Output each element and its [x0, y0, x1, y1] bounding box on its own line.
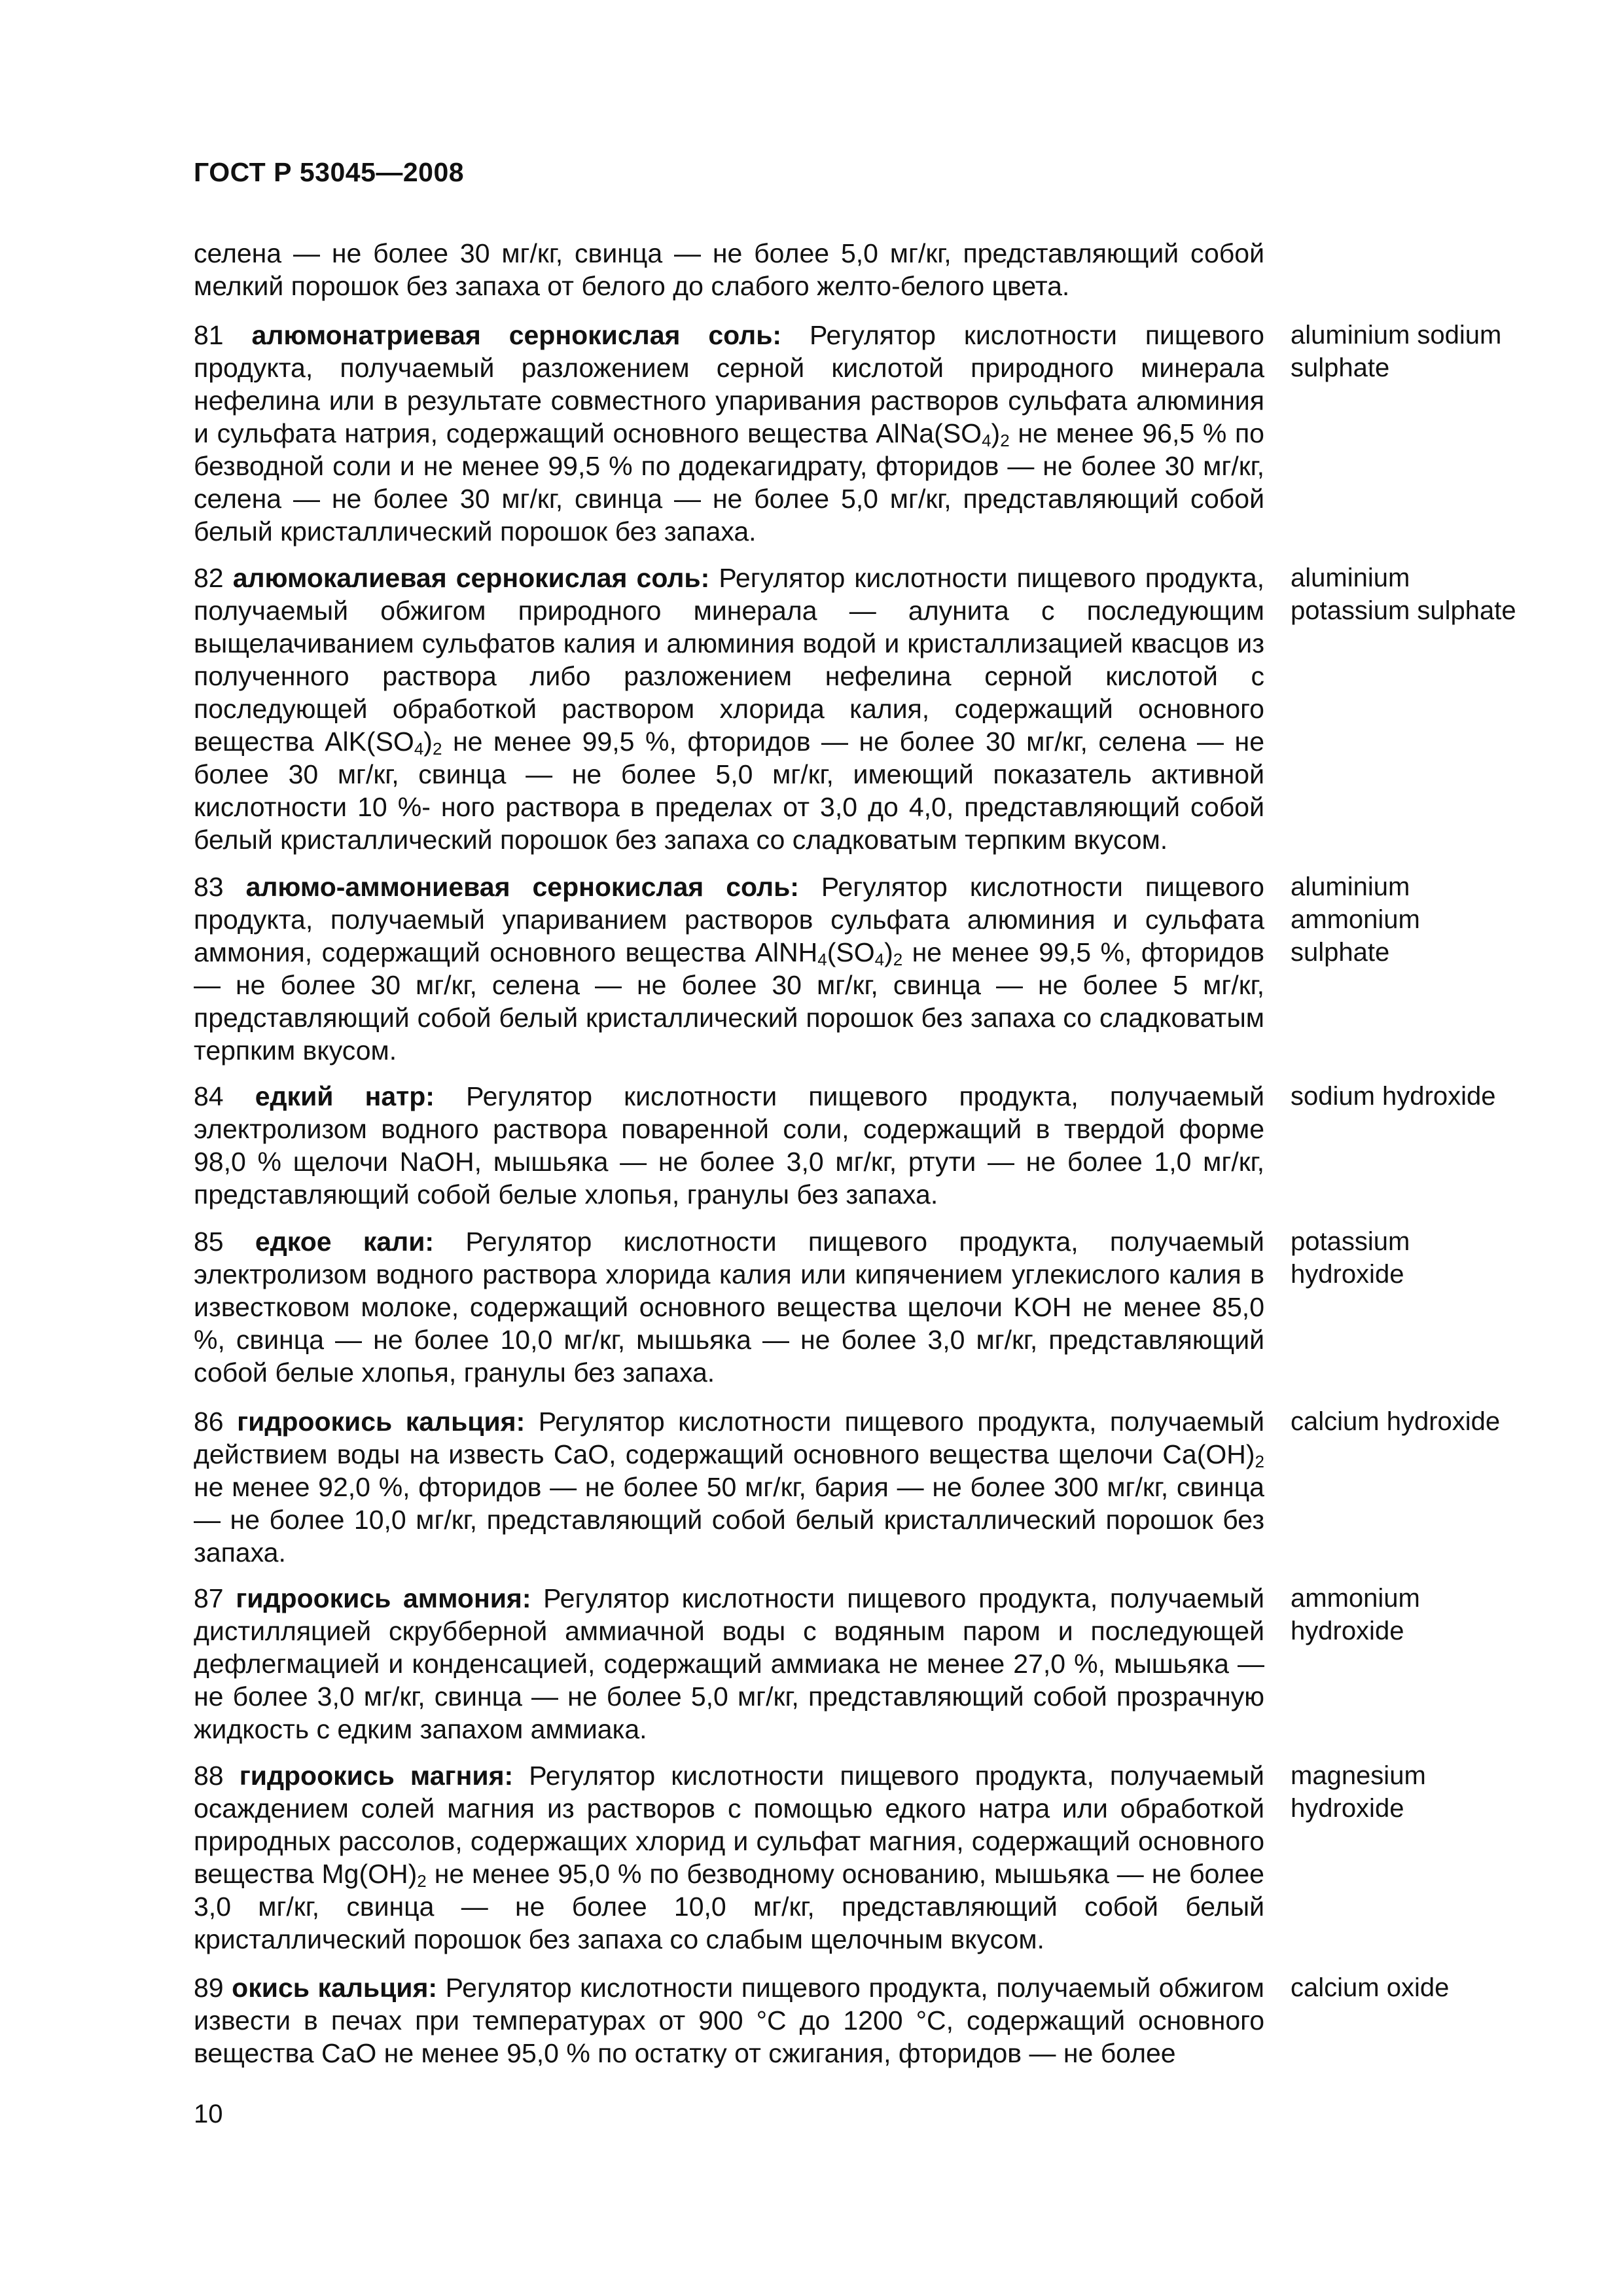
entry-text: [194, 319, 1264, 548]
subscript: 2: [432, 739, 442, 759]
entry-text: [194, 1080, 1264, 1211]
english-equivalent: aluminium sodium sulphate: [1291, 321, 1502, 382]
entry-number: 89: [194, 1973, 224, 2003]
entry-description: Регулятор кислотности пищевого продукта, получаемый разложением серной кислотой природного минерала нефелина или в результате совместного упаривания растворов сульфата алюминия и сульфата натрия, содержащий основного вещества AlNa(SO: [194, 320, 1264, 448]
entry-description: Регулятор кислотности пищевого продукта, получаемый электролизом водного раствора поваренной соли, содержащий в твердой форме 98,0 % щелочи NaOH, мышьяка — не более 3,0 мг/кг, ртути — не более 1,0 мг/кг, представляющий собой белые хлопья, гранулы без запаха.: [194, 1081, 1264, 1210]
entry-description-cont: ): [423, 726, 433, 757]
entry-description: Регулятор кислотности пищевого продукта, получаемый действием воды на известь CaO, содержащий основного вещества щелочи Ca(OH): [194, 1407, 1264, 1469]
entry-text: [194, 870, 1264, 1067]
entry-term: гидроокись аммония:: [236, 1583, 531, 1613]
entry-85: [194, 1225, 1503, 1389]
continued-paragraph: селена — не более 30 мг/кг, свинца — не более 5,0 мг/кг, представляющий собой мелкий порошок без запаха от белого до слабого желто-белого цвета.: [194, 238, 1264, 301]
entry-number: 87: [194, 1583, 224, 1613]
entry-text: [194, 1971, 1264, 2070]
entry-number: 88: [194, 1761, 224, 1791]
entry-description-cont: ): [991, 418, 1001, 448]
entry-86: [194, 1405, 1503, 1569]
entry-description: Регулятор кислотности пищевого продукта, получаемый дистилляцией скрубберной аммиачной воды с водяным паром и последующей дефлегмацией и конденсацией, содержащий аммиака не менее 27,0 %, мышьяка — не более 3,0 мг/кг, свинца — не более 5,0 мг/кг, представляющий собой прозрачную жидкость с едким запахом аммиака.: [194, 1583, 1264, 1744]
entry-description-cont: не менее 99,5 %, фторидов — не более 30 мг/кг, селена — не более 30 мг/кг, свинца — не более 5,0 мг/кг, имеющий показатель активной кислотности 10 %- ного раствора в пределах от 3,0 до 4,0, представляющий собой белый кристаллический порошок без запаха со сладковатым терпким вкусом.: [194, 726, 1265, 855]
english-equivalent: potassium hydroxide: [1291, 1227, 1410, 1289]
entry-number: 84: [194, 1081, 224, 1111]
entry-number: 85: [194, 1227, 224, 1257]
english-equivalent: sodium hydroxide: [1291, 1082, 1496, 1111]
entry-81: [194, 319, 1503, 548]
entry-description: Регулятор кислотности пищевого продукта, получаемый осаждением солей магния из растворов с помощью едкого натра или обработкой природных рассолов, содержащих хлорид и сульфат магния, содержащий основного вещества Mg(OH): [194, 1761, 1264, 1889]
subscript: 2: [1000, 431, 1010, 450]
entry-term: едкое кали:: [255, 1227, 435, 1257]
entry-text: [194, 562, 1264, 856]
entry-description-cont: не менее 99,5 %, фторидов — не более 30 мг/кг, селена — не более 30 мг/кг, свинца — не более 5 мг/кг, представляющий собой белый кристаллический порошок без запаха со сладковатым терпким вкусом.: [194, 937, 1264, 1066]
subscript: 4: [414, 739, 424, 759]
entry-82: [194, 562, 1516, 856]
entry-description-cont: не менее 96,5 % по безводной соли и не менее 99,5 % по додекагидрату, фторидов — не более 30 мг/кг, селена — не более 30 мг/кг, свинца — не более 5,0 мг/кг, представляющий собой белый кристаллический порошок без запаха.: [194, 418, 1264, 547]
entry-description: Регулятор кислотности пищевого продукта, получаемый упариванием растворов сульфата алюминия и сульфата аммония, содержащий основного вещества AlNH: [194, 872, 1264, 967]
entry-text: [194, 1582, 1264, 1746]
entry-text: [194, 1225, 1264, 1389]
entry-term: алюмо-аммониевая сернокислая соль:: [245, 872, 799, 902]
entry-description: Регулятор кислотности пищевого продукта, получаемый обжигом извести в печах при температурах от 900 °C до 1200 °C, содержащий основного вещества CaO не менее 95,0 % по остатку от сжигания, фторидов — не более: [194, 1973, 1264, 2068]
entry-description: Регулятор кислотности пищевого продукта, получаемый электролизом водного раствора хлорида калия или кипячением углекислого калия в известковом молоке, содержащий основного вещества щелочи KOH не менее 85,0 %, свинца — не более 10,0 мг/кг, мышьяка — не более 3,0 мг/кг, представляющий собой белые хлопья, гранулы без запаха.: [194, 1227, 1264, 1388]
entry-description-cont: (SO: [827, 937, 875, 967]
subscript: 2: [417, 1871, 427, 1891]
entry-84: [194, 1080, 1503, 1211]
entry-term: окись кальция:: [232, 1973, 438, 2003]
entry-text: [194, 1759, 1264, 1956]
entry-term: гидроокись магния:: [239, 1761, 514, 1791]
entry-term: гидроокись кальция:: [237, 1407, 526, 1437]
document-header: ГОСТ Р 53045—2008: [194, 157, 465, 187]
entry-term: алюмокалиевая сернокислая соль:: [232, 563, 710, 593]
english-equivalent: aluminium ammonium sulphate: [1291, 872, 1420, 967]
entry-term: едкий натр:: [255, 1081, 435, 1111]
english-equivalent: calcium hydroxide: [1291, 1407, 1501, 1436]
subscript: 2: [893, 950, 903, 969]
subscript: 4: [874, 950, 885, 969]
entry-87: [194, 1582, 1503, 1746]
english-equivalent: aluminium potassium sulphate: [1291, 564, 1516, 625]
entry-number: 81: [194, 320, 224, 350]
english-equivalent: ammonium hydroxide: [1291, 1584, 1420, 1645]
entry-83: [194, 870, 1503, 1067]
entry-89: [194, 1971, 1503, 2070]
entry-description-cont: не менее 92,0 %, фторидов — не более 50 мг/кг, бария — не более 300 мг/кг, свинца — не более 10,0 мг/кг, представляющий собой белый кристаллический порошок без запаха.: [194, 1472, 1264, 1568]
subscript: 4: [982, 431, 991, 450]
page-number: 10: [194, 2100, 223, 2128]
entry-description-cont: не менее 95,0 % по безводному основанию, мышьяка — не более 3,0 мг/кг, свинца — не более 10,0 мг/кг, представляющий собой белый кристаллический порошок без запаха со слабым щелочным вкусом.: [194, 1859, 1264, 1954]
entry-text: [194, 1405, 1264, 1569]
entry-description: Регулятор кислотности пищевого продукта, получаемый обжигом природного минерала — алунита с последующим выщелачиванием сульфатов калия и алюминия водой и кристаллизацией квасцов из полученного раствора либо разложением нефелина серной кислотой с последующей обработкой раствором хлорида калия, содержащий основного вещества AlK(SO: [194, 563, 1264, 757]
english-equivalent: calcium oxide: [1291, 1973, 1450, 2002]
entry-88: [194, 1759, 1503, 1956]
entry-term: алюмонатриевая сернокислая соль:: [251, 320, 782, 350]
entry-number: 82: [194, 563, 224, 593]
english-equivalent: magnesium hydroxide: [1291, 1761, 1426, 1823]
entry-description-cont: ): [884, 937, 893, 967]
entry-number: 86: [194, 1407, 224, 1437]
subscript: 4: [817, 950, 827, 969]
subscript: 2: [1255, 1452, 1264, 1471]
entry-number: 83: [194, 872, 224, 902]
